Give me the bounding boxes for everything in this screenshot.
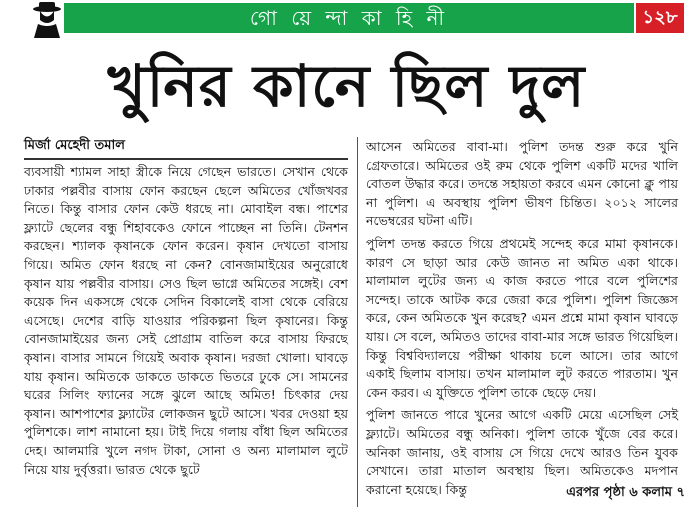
right-column bbox=[366, 138, 678, 507]
left-column-text: ব্যবসায়ী শ্যামল সাহা স্ত্রীকে নিয়ে গেছেন ভারতে। সেখান থেকে ঢাকার পল্লবীর বাসায় ফোন করছেন ছেলে অমিতের খোঁজখবর নিতে। কিন্তু বাসার ফোন কেউ ধরছে না। মোবাইল বন্ধ। পাশের ফ্ল্যাটে ছেলের বন্ধু শিহাবকেও ফোনে পাচ্ছেন না তিনি। টেনশন করছেন। শ্যালক কৃষানকে ফোন করেন। কৃষান দেখতো বাসায় গিয়ে। অমিত ফোন ধরছে না কেন? বোনজামাইয়ের অনুরোধে কৃষান যায় পল্লবীর বাসায়। সেও ছিল ভাগ্নে অমিতের সঙ্গেই। বেশ কয়েক দিন একসঙ্গে থেকে সেদিন বিকালেই বাসা থেকে বেরিয়ে এসেছে। দেশের বাড়ি যাওয়ার পরিকল্পনা ছিল কৃষানের। কিন্তু বোনজামাইয়ের জন্য সেই প্রোগ্রাম বাতিল করে বাসায় ফিরছে কৃষান। বাসার সামনে গিয়েই অবাক কৃষান। দরজা খোলা। ঘাবড়ে যায় কৃষান। অমিতকে ডাকতে ডাকতে ভিতরে ঢুকে সে। সামনের ঘরের সিলিং ফ্যানের সঙ্গে ঝুলে আছে অমিত! চিৎকার দেয় কৃষান। আশপাশের ফ্ল্যাটের লোকজন ছুটে আসে। খবর দেওয়া হয় পুলিশকে। লাশ নামানো হয়। টাই দিয়ে গলায় বাঁধা ছিল অমিতের দেহ। আলমারি খুলে নগদ টাকা, সোনা ও অন্য মালামাল লুটে নিয়ে যায় দুর্বৃত্তরা। ভারত থেকে ছুটে bbox=[24, 164, 348, 477]
right-paragraph-3: পুলিশ জানতে পারে খুনের আগে একটি মেয়ে এসেছিল সেই ফ্ল্যাটে। অমিতের বন্ধু অনিকা। পুলিশ তাকে খুঁজে বের করে। অনিকা জানায়, ওই বাসায় সে গিয়ে দেখে আরও তিন যুবক সেখানে। তারা মাতাল অবস্থায় ছিল। অমিতকেও মদপান করানো হয়েছে। কিন্তু bbox=[366, 407, 678, 497]
right-paragraph-1: আসেন অমিতের বাবা-মা। পুলিশ তদন্ত শুরু করে খুনি গ্রেফতারে। অমিতের ওই রুম থেকে পুলিশ একটি মদের খালি বোতল উদ্ধার করে। তদন্তে সহায়তা করবে এমন কোনো ক্লু পায় না পুলিশ। এ অবস্থায় পুলিশ ভীষণ চিন্তিত। ২০১২ সালের নভেম্বরের ঘটনা এটি। bbox=[366, 139, 678, 229]
continue-note: এরপর পৃষ্ঠা ৬ কলাম ৭ bbox=[566, 485, 685, 500]
right-paragraph-2: পুলিশ তদন্ত করতে গিয়ে প্রথমেই সন্দেহ করে মামা কৃষানকে। কারণ সে ছাড়া আর কেউ জানত না অমিত একা থাকে। মালামাল লুটের জন্য এ কাজ করতে পারে বলে পুলিশের সন্দেহ। তাকে আটক করে জেরা করে পুলিশ। পুলিশ জিজ্ঞেস করে, কেন অমিতকে খুন করেছ? এমন প্রশ্নে মামা কৃষান ঘাবড়ে যায়। সে বলে, অমিতও তাদের বাবা-মার সঙ্গে ভারত গিয়েছিল। কিন্তু বিশ্ববিদ্যালয়ে পরীক্ষা থাকায় চলে আসে। তার আগে একাই ছিলাম বাসায়। তখন মালামাল লুট করতে পারতাম। খুন কেন করব। এ যুক্তিতে পুলিশ তাকে ছেড়ে দেয়। bbox=[366, 235, 678, 400]
column-divider bbox=[357, 137, 358, 507]
byline: মির্জা মেহেদী তমাল bbox=[24, 136, 348, 160]
section-title: গো য়ে ন্দা কা হি নী bbox=[249, 6, 449, 30]
headline: খুনির কানে ছিল দুল bbox=[107, 52, 586, 120]
detective-silhouette-icon bbox=[30, 0, 64, 38]
left-column bbox=[24, 136, 348, 507]
page-number: ১২৮ bbox=[636, 3, 684, 33]
section-band bbox=[64, 3, 634, 33]
header-bar bbox=[0, 0, 693, 38]
